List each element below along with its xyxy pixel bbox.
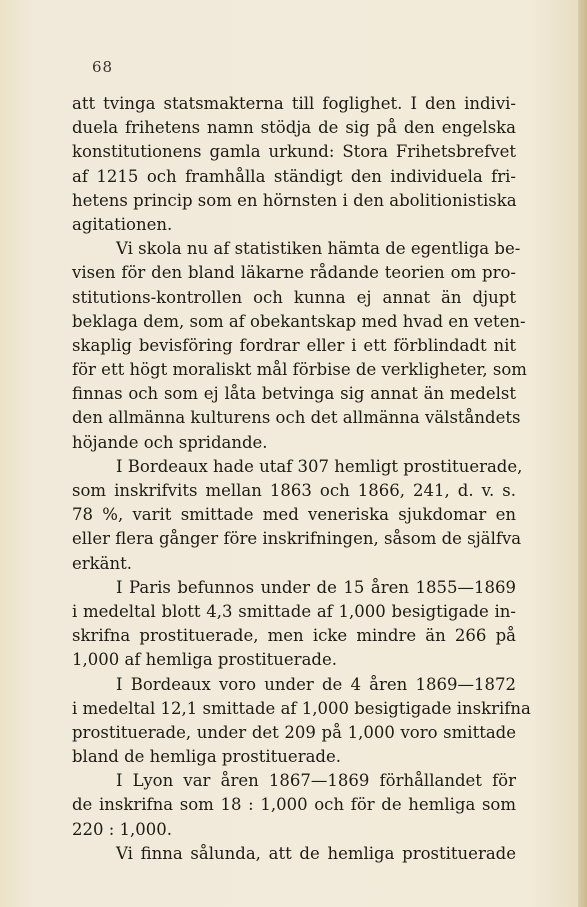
- page-number: 68: [92, 58, 114, 76]
- text-line: att tvinga statsmakterna till foglighet. I den indivi-: [72, 94, 516, 113]
- text-line: för ett högt moraliskt mål förbise de verkligheter, som: [72, 360, 527, 380]
- body-text: [72, 92, 531, 866]
- text-line: 220 : 1,000.: [72, 819, 173, 839]
- text-line: I Paris befunnos under de 15 åren 1855—1869: [116, 577, 516, 597]
- text-line: 1,000 af hemliga prostituerade.: [72, 650, 337, 670]
- text-line: af 1215 och framhålla ständigt den individuela fri-: [72, 166, 516, 186]
- text-line: skrifna prostituerade, men icke mindre än 266 på: [72, 626, 516, 646]
- text-line: konstitutionens gamla urkund: Stora Frihetsbrefvet: [72, 142, 516, 162]
- text-line: höjande och spridande.: [72, 432, 268, 452]
- text-line: visen för den bland läkarne rådande teorien om pro-: [72, 263, 516, 283]
- text-line: I Bordeaux hade utaf 307 hemligt prostituerade,: [116, 456, 523, 476]
- text-line: agitationen.: [72, 214, 173, 234]
- text-line: duela frihetens namn stödja de sig på den engelska: [72, 118, 516, 138]
- text-line: I Bordeaux voro under de 4 åren 1869—1872: [116, 674, 516, 694]
- text-line: stitutions-kontrollen och kunna ej annat än djupt: [72, 287, 516, 307]
- text-line: de inskrifna som 18 : 1,000 och för de hemliga som: [72, 795, 516, 815]
- text-line: finnas och som ej låta betvinga sig annat än medelst: [72, 384, 516, 404]
- text-line: erkänt.: [72, 553, 132, 573]
- text-line: den allmänna kulturens och det allmänna välståndets: [72, 408, 521, 428]
- page-edge: [578, 0, 587, 907]
- text-line: 78 %, varit smittade med veneriska sjukdomar en: [72, 505, 516, 525]
- text-line: i medeltal blott 4,3 smittade af 1,000 besigtigade in-: [72, 601, 516, 621]
- text-line: som inskrifvits mellan 1863 och 1866, 241, d. v. s.: [72, 481, 516, 500]
- text-line: beklaga dem, som af obekantskap med hvad en veten-: [72, 311, 526, 331]
- text-line: skaplig bevisföring fordrar eller i ett förblindadt nit: [72, 335, 516, 355]
- text-line: eller flera gånger före inskrifningen, såsom de själfva: [72, 529, 522, 549]
- text-line: bland de hemliga prostituerade.: [72, 747, 341, 767]
- text-line: hetens princip som en hörnsten i den abolitionistiska: [72, 190, 517, 210]
- text-line: Vi skola nu af statistiken hämta de egentliga be-: [116, 239, 521, 259]
- text-line: Vi finna sålunda, att de hemliga prostituerade: [116, 843, 516, 863]
- text-line: i medeltal 12,1 smittade af 1,000 besigtigade inskrifna: [72, 698, 531, 718]
- text-line: I Lyon var åren 1867—1869 förhållandet för: [116, 771, 516, 791]
- text-line: prostituerade, under det 209 på 1,000 voro smittade: [72, 722, 516, 742]
